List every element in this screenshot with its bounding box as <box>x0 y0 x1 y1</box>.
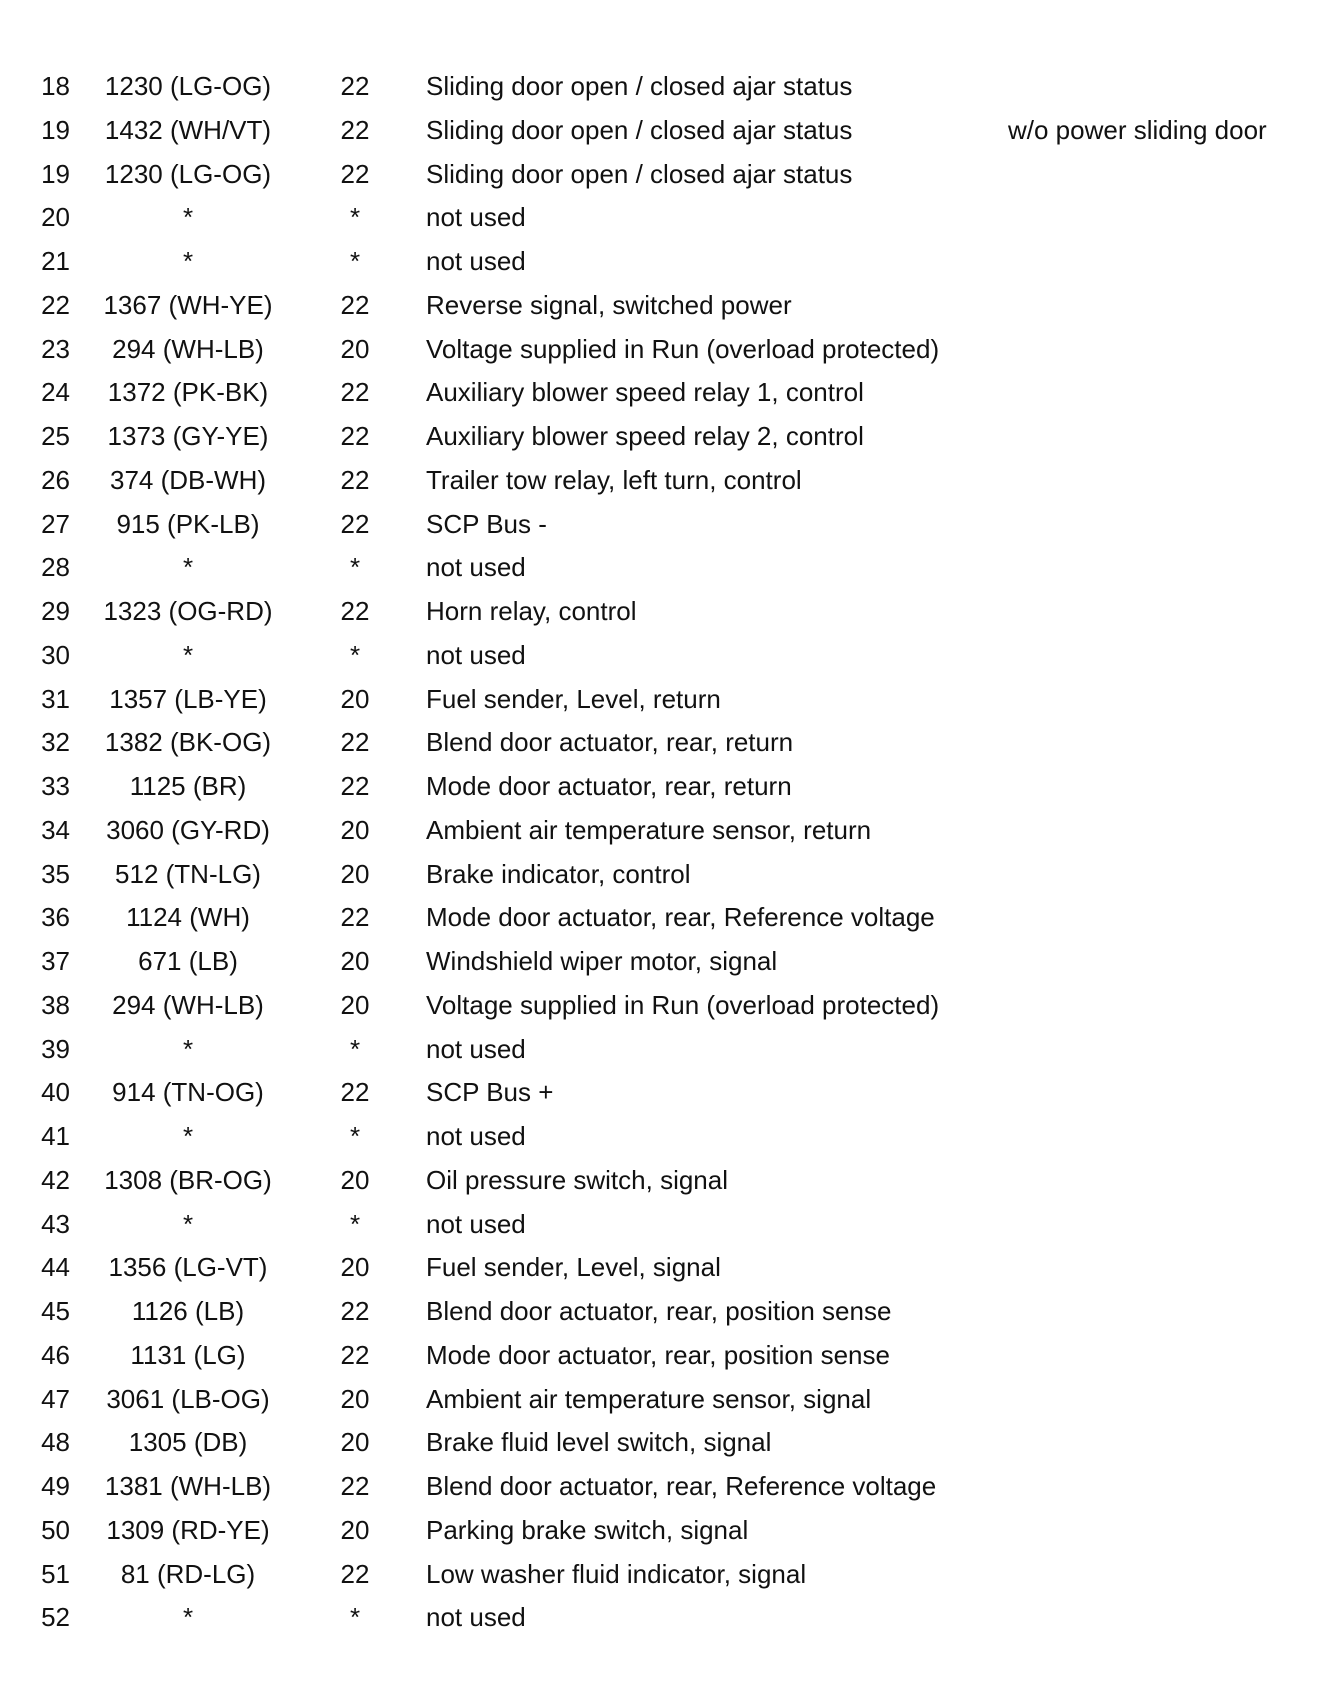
pin-number: 33 <box>41 771 70 801</box>
circuit-function: not used <box>426 552 526 583</box>
pin-number: 27 <box>41 508 70 539</box>
circuit-color: * <box>182 246 194 276</box>
pin-number: 36 <box>41 902 70 933</box>
circuit-color: 914 (TN-OG) <box>112 1077 264 1108</box>
wire-gauge: 22 <box>340 1077 370 1108</box>
table-row <box>0 1334 1323 1378</box>
circuit-function: Ambient air temperature sensor, return <box>426 814 872 845</box>
wire-gauge: * <box>349 1121 361 1151</box>
circuit-function: Voltage supplied in Run (overload protected) <box>426 989 940 1020</box>
table-row <box>0 1115 1323 1159</box>
pin-number: 25 <box>41 421 70 451</box>
circuit-function: Auxiliary blower speed relay 2, control <box>426 421 864 451</box>
table-row <box>0 678 1323 722</box>
table-row <box>0 1596 1323 1640</box>
pin-number: 19 <box>41 114 70 145</box>
pin-number: 44 <box>41 1252 70 1283</box>
wire-gauge: 22 <box>340 289 370 320</box>
circuit-color: * <box>182 202 194 233</box>
wire-gauge: 22 <box>340 727 370 758</box>
circuit-color: 294 (WH-LB) <box>112 989 264 1020</box>
circuit-color: 1382 (BK-OG) <box>104 727 272 758</box>
circuit-color: 1126 (LB) <box>131 1296 245 1326</box>
wire-gauge: 22 <box>340 158 370 189</box>
circuit-function: Blend door actuator, rear, Reference voltage <box>426 1471 937 1501</box>
table-row <box>0 284 1323 328</box>
circuit-color: 1323 (OG-RD) <box>103 596 273 626</box>
circuit-function: Reverse signal, switched power <box>426 289 792 320</box>
circuit-function: Blend door actuator, rear, position sense <box>426 1296 892 1326</box>
wire-gauge: 22 <box>340 464 370 495</box>
pin-number: 30 <box>41 639 70 670</box>
circuit-color: 1432 (WH/VT) <box>104 114 272 145</box>
circuit-function: Mode door actuator, rear, position sense <box>426 1339 890 1370</box>
table-row <box>0 1421 1323 1465</box>
pin-number: 52 <box>41 1602 70 1633</box>
table-row <box>0 1159 1323 1203</box>
pin-number: 20 <box>41 202 70 233</box>
wire-gauge: 20 <box>340 1427 370 1458</box>
table-row <box>0 590 1323 634</box>
circuit-function: Trailer tow relay, left turn, control <box>426 464 802 495</box>
wire-gauge: 20 <box>340 333 370 364</box>
circuit-function: not used <box>426 202 526 233</box>
table-row <box>0 1071 1323 1115</box>
circuit-function: Blend door actuator, rear, return <box>426 727 794 758</box>
wire-gauge: * <box>349 1033 361 1064</box>
circuit-function: Auxiliary blower speed relay 1, control <box>426 377 864 408</box>
pin-number: 37 <box>41 946 70 976</box>
circuit-color: 374 (DB-WH) <box>109 464 266 495</box>
wire-gauge: 22 <box>340 421 370 451</box>
wire-gauge: * <box>349 246 361 276</box>
circuit-color: * <box>182 1121 194 1151</box>
circuit-function: Windshield wiper motor, signal <box>426 946 778 976</box>
circuit-color: * <box>182 1033 194 1064</box>
circuit-color: 512 (TN-LG) <box>115 858 261 889</box>
wire-gauge: * <box>349 639 361 670</box>
pin-number: 34 <box>41 814 70 845</box>
circuit-function: SCP Bus + <box>426 1077 554 1108</box>
circuit-function: not used <box>426 1121 526 1151</box>
pin-number: 42 <box>41 1164 70 1195</box>
circuit-color: 294 (WH-LB) <box>112 333 264 364</box>
circuit-color: 671 (LB) <box>138 946 238 976</box>
pin-number: 28 <box>41 552 70 583</box>
pin-number: 41 <box>41 1121 70 1151</box>
circuit-color: 1124 (WH) <box>126 902 250 933</box>
wire-gauge: 20 <box>340 814 370 845</box>
table-row <box>0 415 1323 459</box>
circuit-function: Horn relay, control <box>426 596 637 626</box>
table-row <box>0 503 1323 547</box>
circuit-function: Low washer fluid indicator, signal <box>426 1558 807 1589</box>
pin-number: 48 <box>41 1427 70 1458</box>
circuit-color: 1230 (LG-OG) <box>104 71 272 101</box>
wire-gauge: 22 <box>340 596 370 626</box>
table-row <box>0 65 1323 109</box>
circuit-function: Mode door actuator, rear, return <box>426 771 792 801</box>
circuit-color: 1356 (LG-VT) <box>108 1252 268 1283</box>
circuit-function: Mode door actuator, rear, Reference voltage <box>426 902 935 933</box>
wire-gauge: 20 <box>340 1514 370 1545</box>
pin-number: 40 <box>41 1077 70 1108</box>
circuit-color: 1381 (WH-LB) <box>104 1471 272 1501</box>
table-row <box>0 196 1323 240</box>
wire-gauge: 22 <box>340 1558 370 1589</box>
circuit-function: Fuel sender, Level, signal <box>426 1252 721 1283</box>
wire-gauge: 22 <box>340 1471 370 1501</box>
pin-number: 22 <box>41 289 70 320</box>
table-row <box>0 853 1323 897</box>
table-row <box>0 1203 1323 1247</box>
circuit-color: * <box>182 552 194 583</box>
pin-number: 46 <box>41 1339 70 1370</box>
circuit-color: 3061 (LB-OG) <box>106 1383 270 1414</box>
pin-number: 24 <box>41 377 70 408</box>
wire-gauge: 22 <box>340 508 370 539</box>
table-row <box>0 240 1323 284</box>
circuit-function: Sliding door open / closed ajar status <box>426 71 853 101</box>
circuit-function: Parking brake switch, signal <box>426 1514 749 1545</box>
table-row <box>0 984 1323 1028</box>
pin-number: 29 <box>41 596 70 626</box>
circuit-color: 1131 (LG) <box>130 1339 246 1370</box>
wire-gauge: 20 <box>340 946 370 976</box>
circuit-color: * <box>182 1602 194 1633</box>
circuit-color: 1372 (PK-BK) <box>107 377 269 408</box>
table-row <box>0 1246 1323 1290</box>
pin-number: 50 <box>41 1514 70 1545</box>
table-row <box>0 1465 1323 1509</box>
circuit-function: Sliding door open / closed ajar status <box>426 158 853 189</box>
table-row <box>0 1290 1323 1334</box>
wire-gauge: 22 <box>340 771 370 801</box>
circuit-function: not used <box>426 1033 526 1064</box>
wire-gauge: 20 <box>340 989 370 1020</box>
table-row <box>0 1553 1323 1597</box>
pin-number: 39 <box>41 1033 70 1064</box>
pin-number: 38 <box>41 989 70 1020</box>
pin-number: 18 <box>41 71 70 101</box>
wire-gauge: 20 <box>340 1383 370 1414</box>
circuit-color: 3060 (GY-RD) <box>106 814 270 845</box>
pin-number: 19 <box>41 158 70 189</box>
table-row <box>0 765 1323 809</box>
table-row <box>0 109 1323 153</box>
circuit-color: * <box>182 1208 194 1239</box>
wire-gauge: 22 <box>340 1339 370 1370</box>
wire-gauge: 20 <box>340 858 370 889</box>
circuit-function: Oil pressure switch, signal <box>426 1164 728 1195</box>
circuit-color: 1367 (WH-YE) <box>103 289 273 320</box>
pin-number: 47 <box>41 1383 70 1414</box>
table-row <box>0 328 1323 372</box>
pin-number: 21 <box>41 246 70 276</box>
table-row <box>0 371 1323 415</box>
circuit-color: 1357 (LB-YE) <box>109 683 267 714</box>
wire-gauge: * <box>349 1208 361 1239</box>
table-row <box>0 940 1323 984</box>
row-note: w/o power sliding door <box>1008 114 1267 145</box>
wire-gauge: 20 <box>340 683 370 714</box>
circuit-color: 1305 (DB) <box>128 1427 248 1458</box>
pin-number: 32 <box>41 727 70 758</box>
wire-gauge: 22 <box>340 114 370 145</box>
wire-gauge: 22 <box>340 71 370 101</box>
circuit-function: not used <box>426 1208 526 1239</box>
wire-gauge: * <box>349 1602 361 1633</box>
table-row <box>0 1509 1323 1553</box>
table-row <box>0 153 1323 197</box>
pin-number: 51 <box>41 1558 70 1589</box>
table-row <box>0 896 1323 940</box>
table-row <box>0 1028 1323 1072</box>
wire-gauge: 22 <box>340 902 370 933</box>
circuit-function: not used <box>426 639 526 670</box>
pin-number: 45 <box>41 1296 70 1326</box>
circuit-function: not used <box>426 1602 526 1633</box>
pin-number: 26 <box>41 464 70 495</box>
wire-gauge: 22 <box>340 1296 370 1326</box>
circuit-color: 1309 (RD-YE) <box>106 1514 270 1545</box>
circuit-color: 1373 (GY-YE) <box>107 421 269 451</box>
wire-gauge: * <box>349 202 361 233</box>
circuit-color: 915 (PK-LB) <box>116 508 260 539</box>
pin-number: 35 <box>41 858 70 889</box>
wire-gauge: 22 <box>340 377 370 408</box>
circuit-color: 81 (RD-LG) <box>120 1558 256 1589</box>
table-row <box>0 546 1323 590</box>
circuit-color: 1230 (LG-OG) <box>104 158 272 189</box>
pin-number: 31 <box>41 683 70 714</box>
table-row <box>0 459 1323 503</box>
circuit-function: SCP Bus - <box>426 508 547 539</box>
circuit-function: Brake indicator, control <box>426 858 691 889</box>
circuit-function: Fuel sender, Level, return <box>426 683 721 714</box>
pin-number: 23 <box>41 333 70 364</box>
table-row <box>0 809 1323 853</box>
pin-number: 43 <box>41 1208 70 1239</box>
circuit-function: Sliding door open / closed ajar status <box>426 114 853 145</box>
table-row <box>0 1378 1323 1422</box>
wire-gauge: 20 <box>340 1164 370 1195</box>
pin-number: 49 <box>41 1471 70 1501</box>
circuit-color: * <box>182 639 194 670</box>
wire-gauge: 20 <box>340 1252 370 1283</box>
circuit-color: 1308 (BR-OG) <box>104 1164 272 1195</box>
circuit-function: Voltage supplied in Run (overload protected) <box>426 333 940 364</box>
circuit-function: Ambient air temperature sensor, signal <box>426 1383 872 1414</box>
wire-gauge: * <box>349 552 361 583</box>
circuit-function: Brake fluid level switch, signal <box>426 1427 772 1458</box>
circuit-function: not used <box>426 246 526 276</box>
connector-pinout-table <box>0 65 1323 1640</box>
table-row <box>0 634 1323 678</box>
table-row <box>0 721 1323 765</box>
circuit-color: 1125 (BR) <box>129 771 247 801</box>
